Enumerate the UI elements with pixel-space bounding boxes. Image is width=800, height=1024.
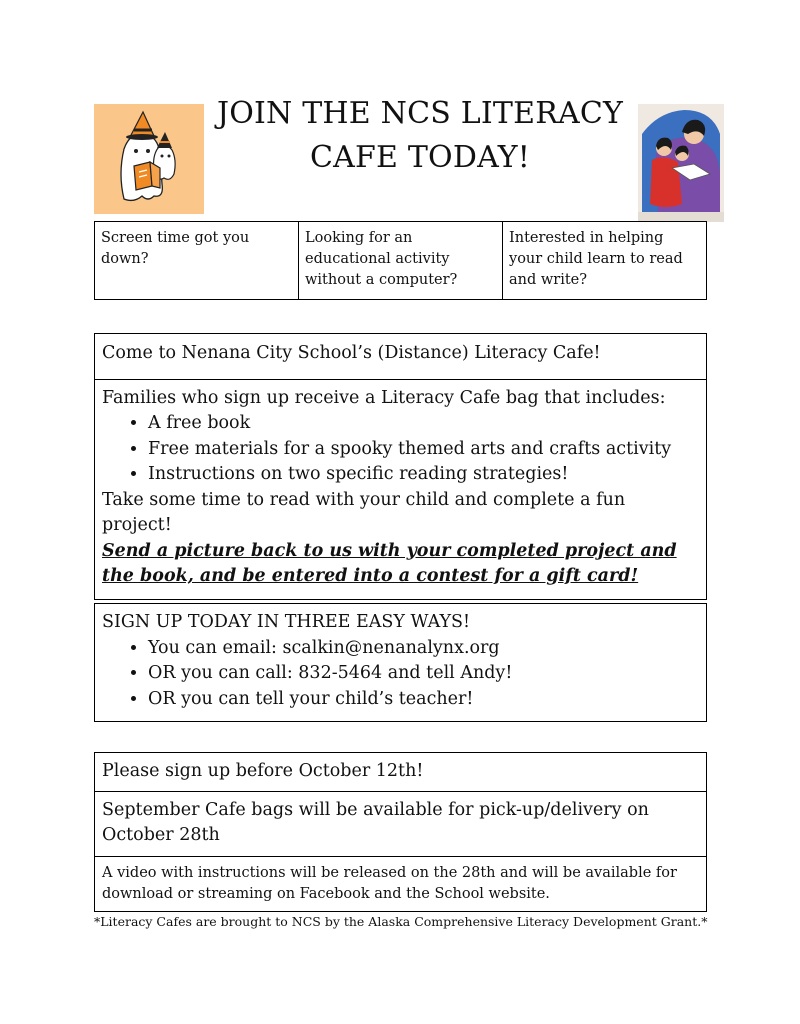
bag-item: • Free materials for a spooky themed arts and crafts activity <box>148 437 699 463</box>
question-educational-activity: Looking for an educational activity without a computer? <box>299 222 503 300</box>
bag-item: • A free book <box>148 411 699 437</box>
cafe-details <box>95 379 706 599</box>
page-title <box>210 92 630 180</box>
bag-lead: Families who sign up receive a Literacy Cafe bag that includes: <box>102 387 666 408</box>
pickup-info: September Cafe bags will be available for pick-up/delivery on October 28th <box>95 791 706 856</box>
signup-content <box>95 604 706 721</box>
literacy-cafe-box <box>94 333 707 600</box>
contest-text: Send a picture back to us with your completed project and the book, and be entered into a contest for a gift card! <box>102 540 677 586</box>
cafe-intro: Come to Nenana City School’s (Distance) Literacy Cafe! <box>102 343 601 363</box>
video-info: A video with instructions will be released on the 28th and will be available for download or streaming on Facebook and the School website. <box>95 856 706 911</box>
question-screen-time: Screen time got you down? <box>95 222 299 300</box>
signup-email: • You can email: scalkin@nenanalynx.org <box>148 636 699 662</box>
mother-reading-illustration <box>638 104 724 222</box>
signup-ways-list <box>102 636 699 713</box>
dates-box <box>94 752 707 912</box>
signup-teacher: • OR you can tell your child’s teacher! <box>148 687 699 713</box>
grant-footnote: *Literacy Cafes are brought to NCS by the Alaska Comprehensive Literacy Development Grant.* <box>94 914 708 929</box>
bag-items-list <box>102 411 699 488</box>
questions-table <box>94 221 707 300</box>
project-text: Take some time to read with your child and complete a fun project! <box>102 489 626 535</box>
bag-item: • Instructions on two specific reading strategies! <box>148 462 699 488</box>
title-line-2: CAFE TODAY! <box>309 140 531 175</box>
title-line-1: JOIN THE NCS LITERACY <box>216 96 624 131</box>
signup-deadline: Please sign up before October 12th! <box>102 761 424 781</box>
signup-box <box>94 603 707 722</box>
ghosts-reading-icon <box>94 104 204 214</box>
question-learn-to-read: Interested in helping your child learn to read and write? <box>503 222 707 300</box>
family-reading-icon <box>638 104 724 222</box>
signup-heading: SIGN UP TODAY IN THREE EASY WAYS! <box>102 612 471 632</box>
signup-call: • OR you can call: 832-5464 and tell Andy! <box>148 661 699 687</box>
ghosts-reading-illustration <box>94 104 204 214</box>
